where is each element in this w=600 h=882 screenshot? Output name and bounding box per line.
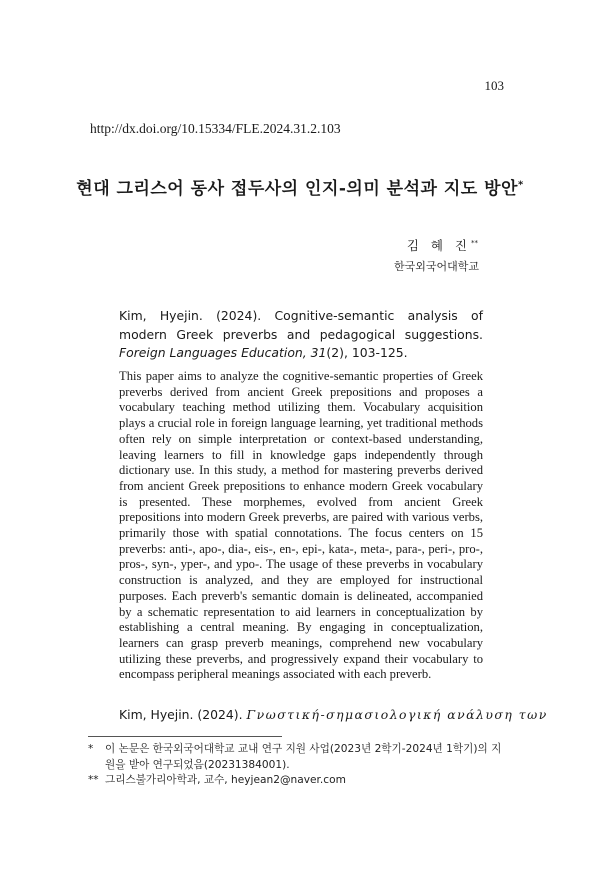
footnote-1-mark: * [88,743,94,755]
citation-english [119,307,483,363]
author-affiliation: 한국외국어대학교 [393,260,479,273]
citation-prefix: Kim, Hyejin. (2024). Cognitive-semantic analysis of modern Greek preverbs and pedagogical suggestions. [119,308,483,342]
footnotes [88,742,508,789]
citation-issue-pages: (2), 103-125. [326,345,408,360]
footnote-2 [88,773,508,789]
author-footnote-marker: ** [471,238,478,247]
author-name [407,236,478,254]
paper-title [0,174,600,199]
footnote-2-text: 그리스불가리아학과, 교수, heyjean2@naver.com [105,774,346,787]
citation-journal: Foreign Languages Education, 31 [119,345,327,360]
abstract-text: This paper aims to analyze the cognitive-semantic properties of Greek preverbs derived from ancient Greek prepositions and proposes a vocabulary teaching method utilizing them. Vocabulary acquisition plays a crucial role in foreign language learning, yet traditional methods often rely on simple interpretation or context-based understanding, leaving learners to fill in knowledge gaps independently through dictionary use. In this study, a method for mastering preverbs derived from ancient Greek prepositions to enhance modern Greek vocabulary is presented. These morphemes, evolved from ancient Greek prepositions into modern Greek preverbs, are paired with various verbs, primarily those with spatial connotations. The focus centers on 15 preverbs: anti-, apo-, dia-, eis-, en-, epi-, kata-, meta-, para-, peri-, pro-, pros-, syn-, yper-, and ypo-. The usage of these preverbs in vocabulary construction is analyzed, and they are employed for instructional purposes. Each preverb's semantic domain is delineated, accompanied by a schematic representation to aid learners in conceptualization by establishing a central meaning. By engaging in conceptualization, learners can grasp preverb meanings, comprehend new vocabulary utilizing these preverbs, and progressively expand their vocabulary to encompass peripheral meanings associated with each preverb. [119,369,483,682]
footnote-divider [88,736,282,737]
footnote-1-text: 이 논문은 한국외국어대학교 교내 연구 지원 사업(2023년 2학기-2024년 1학기)의 지원을 받아 연구되었음(20231384001). [105,743,502,771]
footnote-2-mark: ** [88,774,99,787]
citation-greek-prefix: Kim, Hyejin. (2024). [119,707,247,722]
author-name-text: 김 혜 진 [406,238,471,253]
doi-link[interactable]: http://dx.doi.org/10.15334/FLE.2024.31.2.103 [90,121,341,136]
paper-title-text: 현대 그리스어 동사 접두사의 인지-의미 분석과 지도 방안 [76,179,518,199]
page-number: 103 [484,78,504,93]
footnote-1 [88,742,508,773]
citation-greek-title: Γνωστική-σημασιολογική ανάλυση των [246,707,548,722]
title-footnote-marker: * [517,179,524,191]
citation-greek [119,707,548,722]
